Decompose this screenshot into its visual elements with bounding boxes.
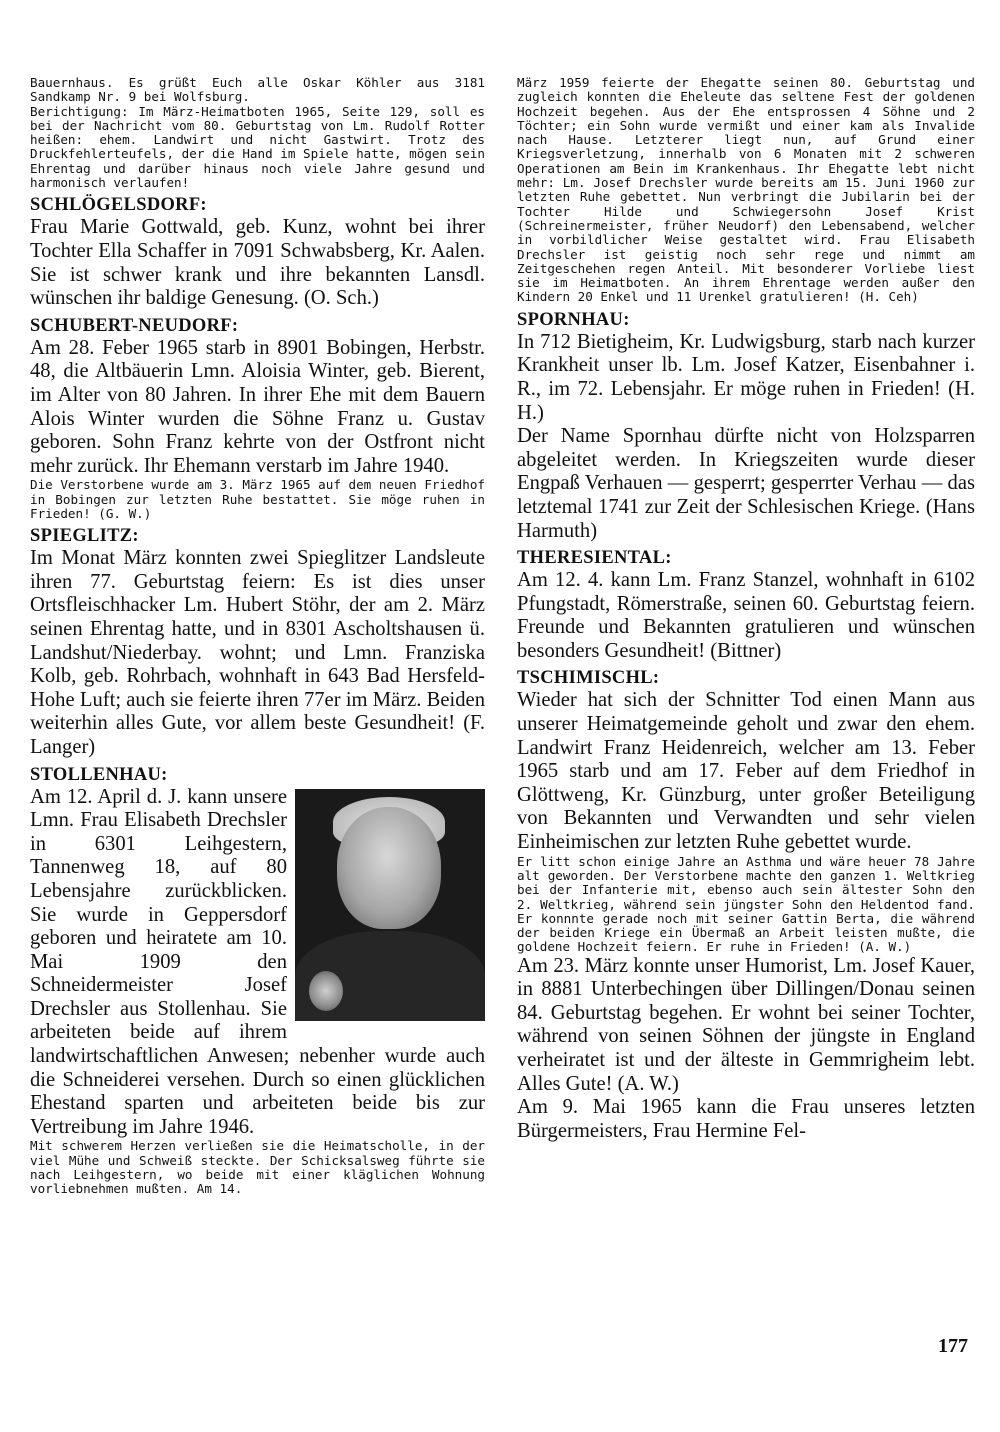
page-number: 177 [938,1335,968,1357]
continuation-paragraph: März 1959 feierte der Ehegatte seinen 80. Geburtstag und zugleich konnten die Eheleute das seltene Fest der goldenen Hochzeit begehen. Aus der Ehe entsprossen 4 Söhne und 2 Töchter; ein Sohn wurde vermißt und einer kam als Invalide nach Hause. Letzterer liegt nun, auf Grund einer Kriegsverletzung, innerhalb von 6 Monaten mit 2 schweren Operationen am Bein im Krankenhaus. Ihr Ehegatte lebt nicht mehr: Lm. Josef Drechsler wurde bereits am 15. Juni 1960 zur letzten Ruhe gebettet. Nun verbringt die Jubilarin bei der Tochter Hilde und Schwiegersohn Josef Krist (Schreinermeister, früher Neudorf) den Lebensabend, welcher in vorbildlicher Weise gestaltet wird. Frau Elisabeth Drechsler ist geistig noch sehr rege und nimmt am Zeitgeschehen regen Anteil. Mit besonderer Vorliebe liest sie im Heimatboten. An ihrem Ehrentage werden außer den Kindern 20 Enkel und 11 Urenkel gratulieren! (H. Ceh) [517,75,975,305]
section-heading: SCHUBERT-NEUDORF: [30,315,239,336]
section-text: Im Monat März konnten zwei Spieglitzer Landsleute ihren 77. Geburtstag feiern: Es ist dies unser Ortsfleischhacker Lm. Hubert Stöhr, der am 2. März seinen Ehrentag hatte, und in 8301 Ascholtshausen ü. Landshut/Niederbay. wohnt; und Lmn. Franziska Kolb, geb. Rohrbach, wohnhaft in 643 Bad Hersfeld-Hohe Luft; auch sie feierte ihren 77er im März. Beiden weiterhin alles Gute, vor allem beste Gesundheit! (F. Langer) [30,547,485,758]
section-heading: SPIEGLITZ: [30,526,139,547]
section-text: In 712 Bietigheim, Kr. Ludwigsburg, starb nach kurzer Krankheit unser lb. Lm. Josef Katzer, Eisenbahner i. R., im 72. Lebensjahr. Er möge ruhen in Frieden! (H. H.) [517,330,975,424]
photo-flower [309,971,343,1011]
section-text: Am 28. Feber 1965 starb in 8901 Bobingen, Herbstr. 48, die Altbäuerin Lmn. Aloisia Winter, geb. Bierent, im Alter von 80 Jahren. In ihrer Ehe mit dem Bauern Alois Winter wurden die Söhne Franz u. Gustav geboren. Sohn Franz kehrte von der Ostfront nicht mehr zurück. Ihr Ehemann verstarb im Jahre 1940. [30,336,485,477]
section-text: Am 12. 4. kann Lm. Franz Stanzel, wohnhaft in 6102 Pfungstadt, Römerstraße, seinen 60. Geburtstag feiern. Freunde und Bekannten gratulieren und wünschen besonders Gesundheit! (Bittner) [517,569,975,662]
correction-paragraph: Berichtigung: Im März-Heimatboten 1965, Seite 129, soll es bei der Nachricht vom 80. Geburtstag von Lm. Rudolf Rotter heißen: ehem. Landwirt und nicht Gastwirt. Trotz des Druckfehlerteufels, der die Hand im Spiele hatte, mögen sein Ehrentag und darüber hinaus noch viele Jahre gesund und harmonisch verlaufen! [30,103,485,191]
section-text: Frau Marie Gottwald, geb. Kunz, wohnt bei ihrer Tochter Ella Schaffer in 7091 Schwabsberg, Kr. Aalen. Sie ist schwer krank und ihre bekannten Lansdl. wünschen ihr baldige Genesung. (O. Sch.) [30,216,485,310]
section-heading: THERESIENTAL: [517,548,672,569]
section-spieglitz [30,525,485,759]
section-heading: TSCHIMISCHL: [517,668,660,689]
section-small-text: Mit schwerem Herzen verließen sie die Heimatscholle, in der viel Mühe und Schweiß steckte. Der Schicksalsweg führte sie nach Leihgestern, wo beide mit einer kläglichen Wohnung vorliebnehmen mußten. Am 14. [30,1138,485,1197]
section-schloegelsdorf [30,194,485,310]
section-theresiental [517,547,975,663]
intro-paragraph: Bauernhaus. Es grüßt Euch alle Oskar Köhler aus 3181 Sandkamp Nr. 9 bei Wolfsburg. [30,75,485,105]
section-tschimischl [517,667,975,1143]
photo-figure-face [337,807,441,929]
section-small-text: Die Verstorbene wurde am 3. März 1965 auf dem neuen Friedhof in Bobingen zur letzten Ruhe bestattet. Sie möge ruhen in Frieden! (G. W.) [30,477,485,521]
section-text-3: Am 9. Mai 1965 kann die Frau unseres letzten Bürgermeisters, Frau Hermine Fel- [517,1096,975,1142]
section-spornhau [517,309,975,543]
left-column [30,76,485,1197]
section-text: Am 12. April d. J. kann unsere Lmn. Frau Elisabeth Drechsler in 6301 Leihgestern, Tannenweg 18, auf 80 Lebensjahre zurückblicken. Sie wurde in Geppersdorf geboren und heiratete am 10. Mai 1909 den Schneidermeister Josef Drechsler aus Stollenhau. Sie arbeiteten beide auf ihrem landwirtschaftlichen Anwesen; nebenher wurde auch die Schneiderei versehen. Durch so einen glücklichen Ehestand sparten und arbeiteten beide bis zur Vertreibung im Jahre 1946. [30,785,485,1138]
section-schubert-neudorf [30,315,485,521]
section-heading: SPORNHAU: [517,309,630,330]
section-text-2: Am 23. März konnte unser Humorist, Lm. Josef Kauer, in 8881 Unterbechingen über Dillingen/Donau seinen 84. Geburtstag begehen. Er wohnt bei seiner Tochter, während von seinen Söhnen der jüngste in England verheiratet ist und der älteste in Gemmrigheim lebt. Alles Gute! (A. W.) [517,954,975,1095]
section-stollenhau [30,764,485,1197]
right-column [517,76,975,1143]
section-text-2: Der Name Spornhau dürfte nicht von Holzsparren abgeleitet werden. In Kriegszeiten wurde dieser Engpaß Verhauen — gesperrt; gesperrter Verhau — das letztemal 1741 zur Zeit der Schlesischen Kriege. (Hans Harmuth) [517,425,975,542]
section-heading: SCHLÖGELSDORF: [30,195,207,216]
section-heading: STOLLENHAU: [30,764,168,785]
section-text: Wieder hat sich der Schnitter Tod einen Mann aus unserer Heimatgemeinde geholt und zwar den ehem. Landwirt Franz Heidenreich, welcher am 13. Feber 1965 starb und am 17. Feber auf dem Friedhof in Glöttweng, Kr. Günzburg, unter großer Beteiligung von Bekannten und Verwandten und sehr vielen Einheimischen zur letzten Ruhe gebettet wurde. [517,689,975,854]
portrait-photo [295,789,485,1021]
section-small-text: Er litt schon einige Jahre an Asthma und wäre heuer 78 Jahre alt geworden. Der Verstorbene machte den ganzen 1. Weltkrieg bei der Infanterie mit, ebenso auch sein ältester Sohn den 2. Weltkrieg, während sein jüngster Sohn den Heldentod fand. Er konnnte gerade noch mit seiner Gattin Berta, die während der beiden Kriege ein Übermaß an Arbeit leisten mußte, die goldene Hochzeit feiern. Er ruhe in Frieden! (A. W.) [517,853,975,955]
